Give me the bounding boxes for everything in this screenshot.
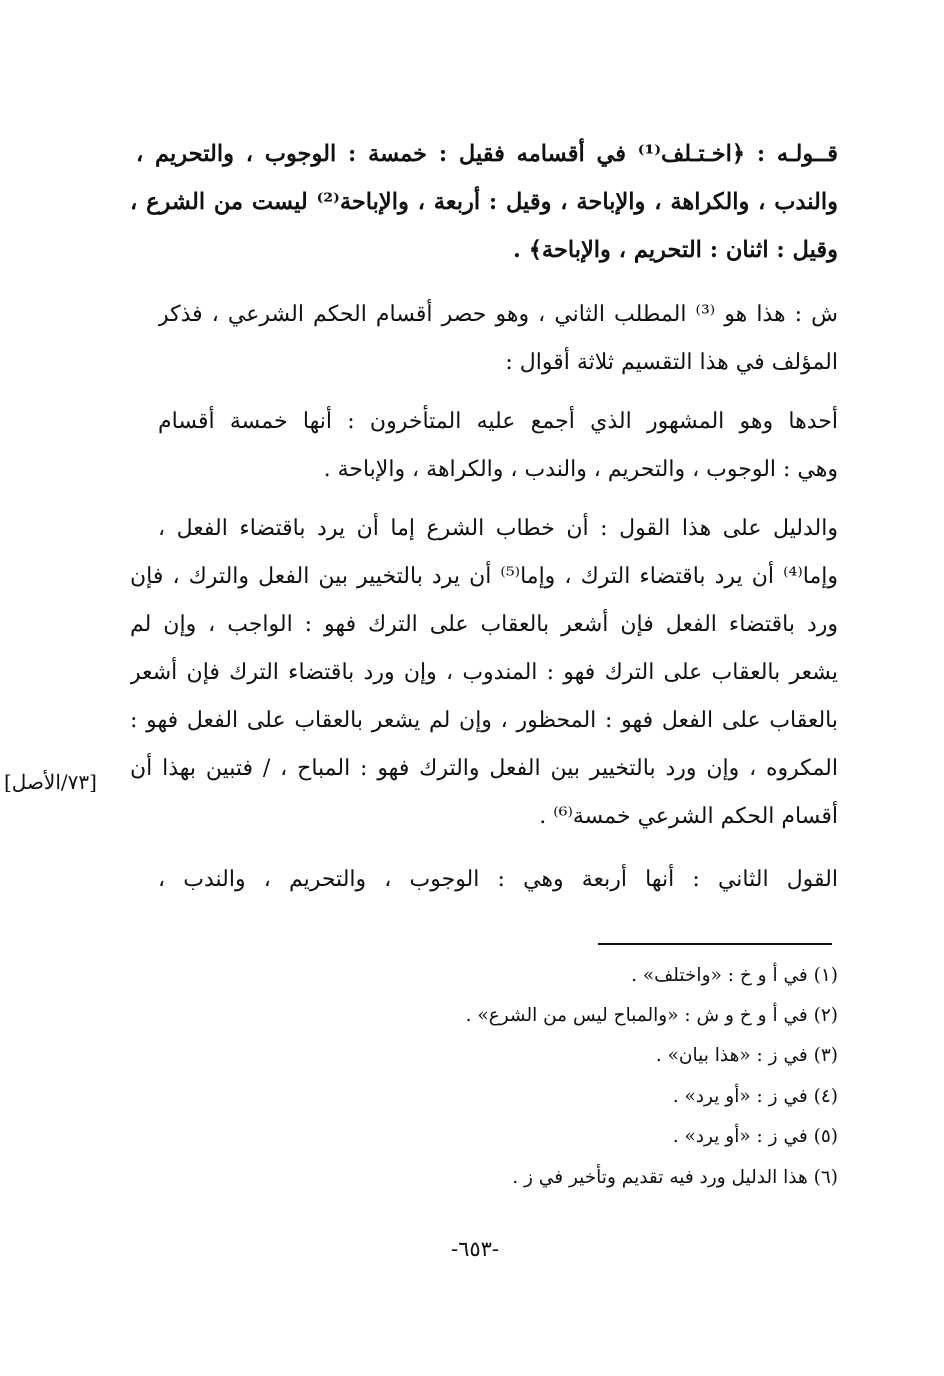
paragraph-line: بالعقاب على الفعل فهو : المحظور ، وإن لم يشعر بالعقاب على الفعل فهو : [130, 708, 838, 733]
footnote: (٣) في ز : «هذا بيان» . [655, 1045, 838, 1066]
paragraph-line: ورد باقتضاء الفعل فإن أشعر بالعقاب على الترك فهو : الواجب ، وإن لم [130, 612, 838, 637]
paragraph-line: يشعر بالعقاب على الترك فهو : المندوب ، وإن ورد باقتضاء الترك فإن أشعر [130, 660, 838, 685]
quote-line: وقيل : اثنان : التحريم ، والإباحة﴾ . [513, 237, 838, 263]
paragraph-line: والدليل على هذا القول : أن خطاب الشرع إما أن يرد باقتضاء الفعل ، [158, 516, 838, 541]
footnote-separator [598, 943, 832, 945]
quote-line: قــولـه : ﴿اخـتـلف⁽¹⁾ في أقسامه فقيل : خمسة : الوجوب ، والتحريم ، [136, 141, 838, 167]
footnote: (٤) في ز : «أو يرد» . [672, 1086, 838, 1107]
footnote: (١) في أ و خ : «واختلف» . [631, 965, 838, 986]
paragraph-line: وهي : الوجوب ، والتحريم ، والندب ، والكراهة ، والإباحة . [323, 457, 838, 482]
paragraph-line: المكروه ، وإن ورد بالتخيير بين الفعل والترك فهو : المباح ، / فتبين بهذا أن [130, 756, 838, 781]
quote-line: والندب ، والكراهة ، والإباحة ، وقيل : أربعة ، والإباحة⁽²⁾ ليست من الشرع ، [130, 189, 838, 215]
footnote: (٢) في أ و خ و ش : «والمباح ليس من الشرع» . [465, 1005, 838, 1026]
paragraph-line: المؤلف في هذا التقسيم ثلاثة أقوال : [505, 350, 838, 375]
footnote: (٥) في ز : «أو يرد» . [672, 1126, 838, 1147]
paragraph-line: أحدها وهو المشهور الذي أجمع عليه المتأخرون : أنها خمسة أقسام [158, 409, 838, 434]
page-number: -٦٥٣- [450, 1237, 500, 1261]
footnote: (٦) هذا الدليل ورد فيه تقديم وتأخير في ز . [512, 1167, 838, 1188]
margin-reference: [٧٣/الأصل] [4, 770, 97, 794]
paragraph-line: وإما⁽⁴⁾ أن يرد باقتضاء الترك ، وإما⁽⁵⁾ أن يرد بالتخيير بين الفعل والترك ، فإن [130, 564, 838, 589]
paragraph-line: القول الثاني : أنها أربعة وهي : الوجوب ، والتحريم ، والندب ، [158, 867, 838, 892]
paragraph-line: أقسام الحكم الشرعي خمسة⁽⁶⁾ . [539, 804, 838, 829]
paragraph-line: ش : هذا هو ⁽³⁾ المطلب الثاني ، وهو حصر أقسام الحكم الشرعي ، فذكر [158, 302, 838, 327]
